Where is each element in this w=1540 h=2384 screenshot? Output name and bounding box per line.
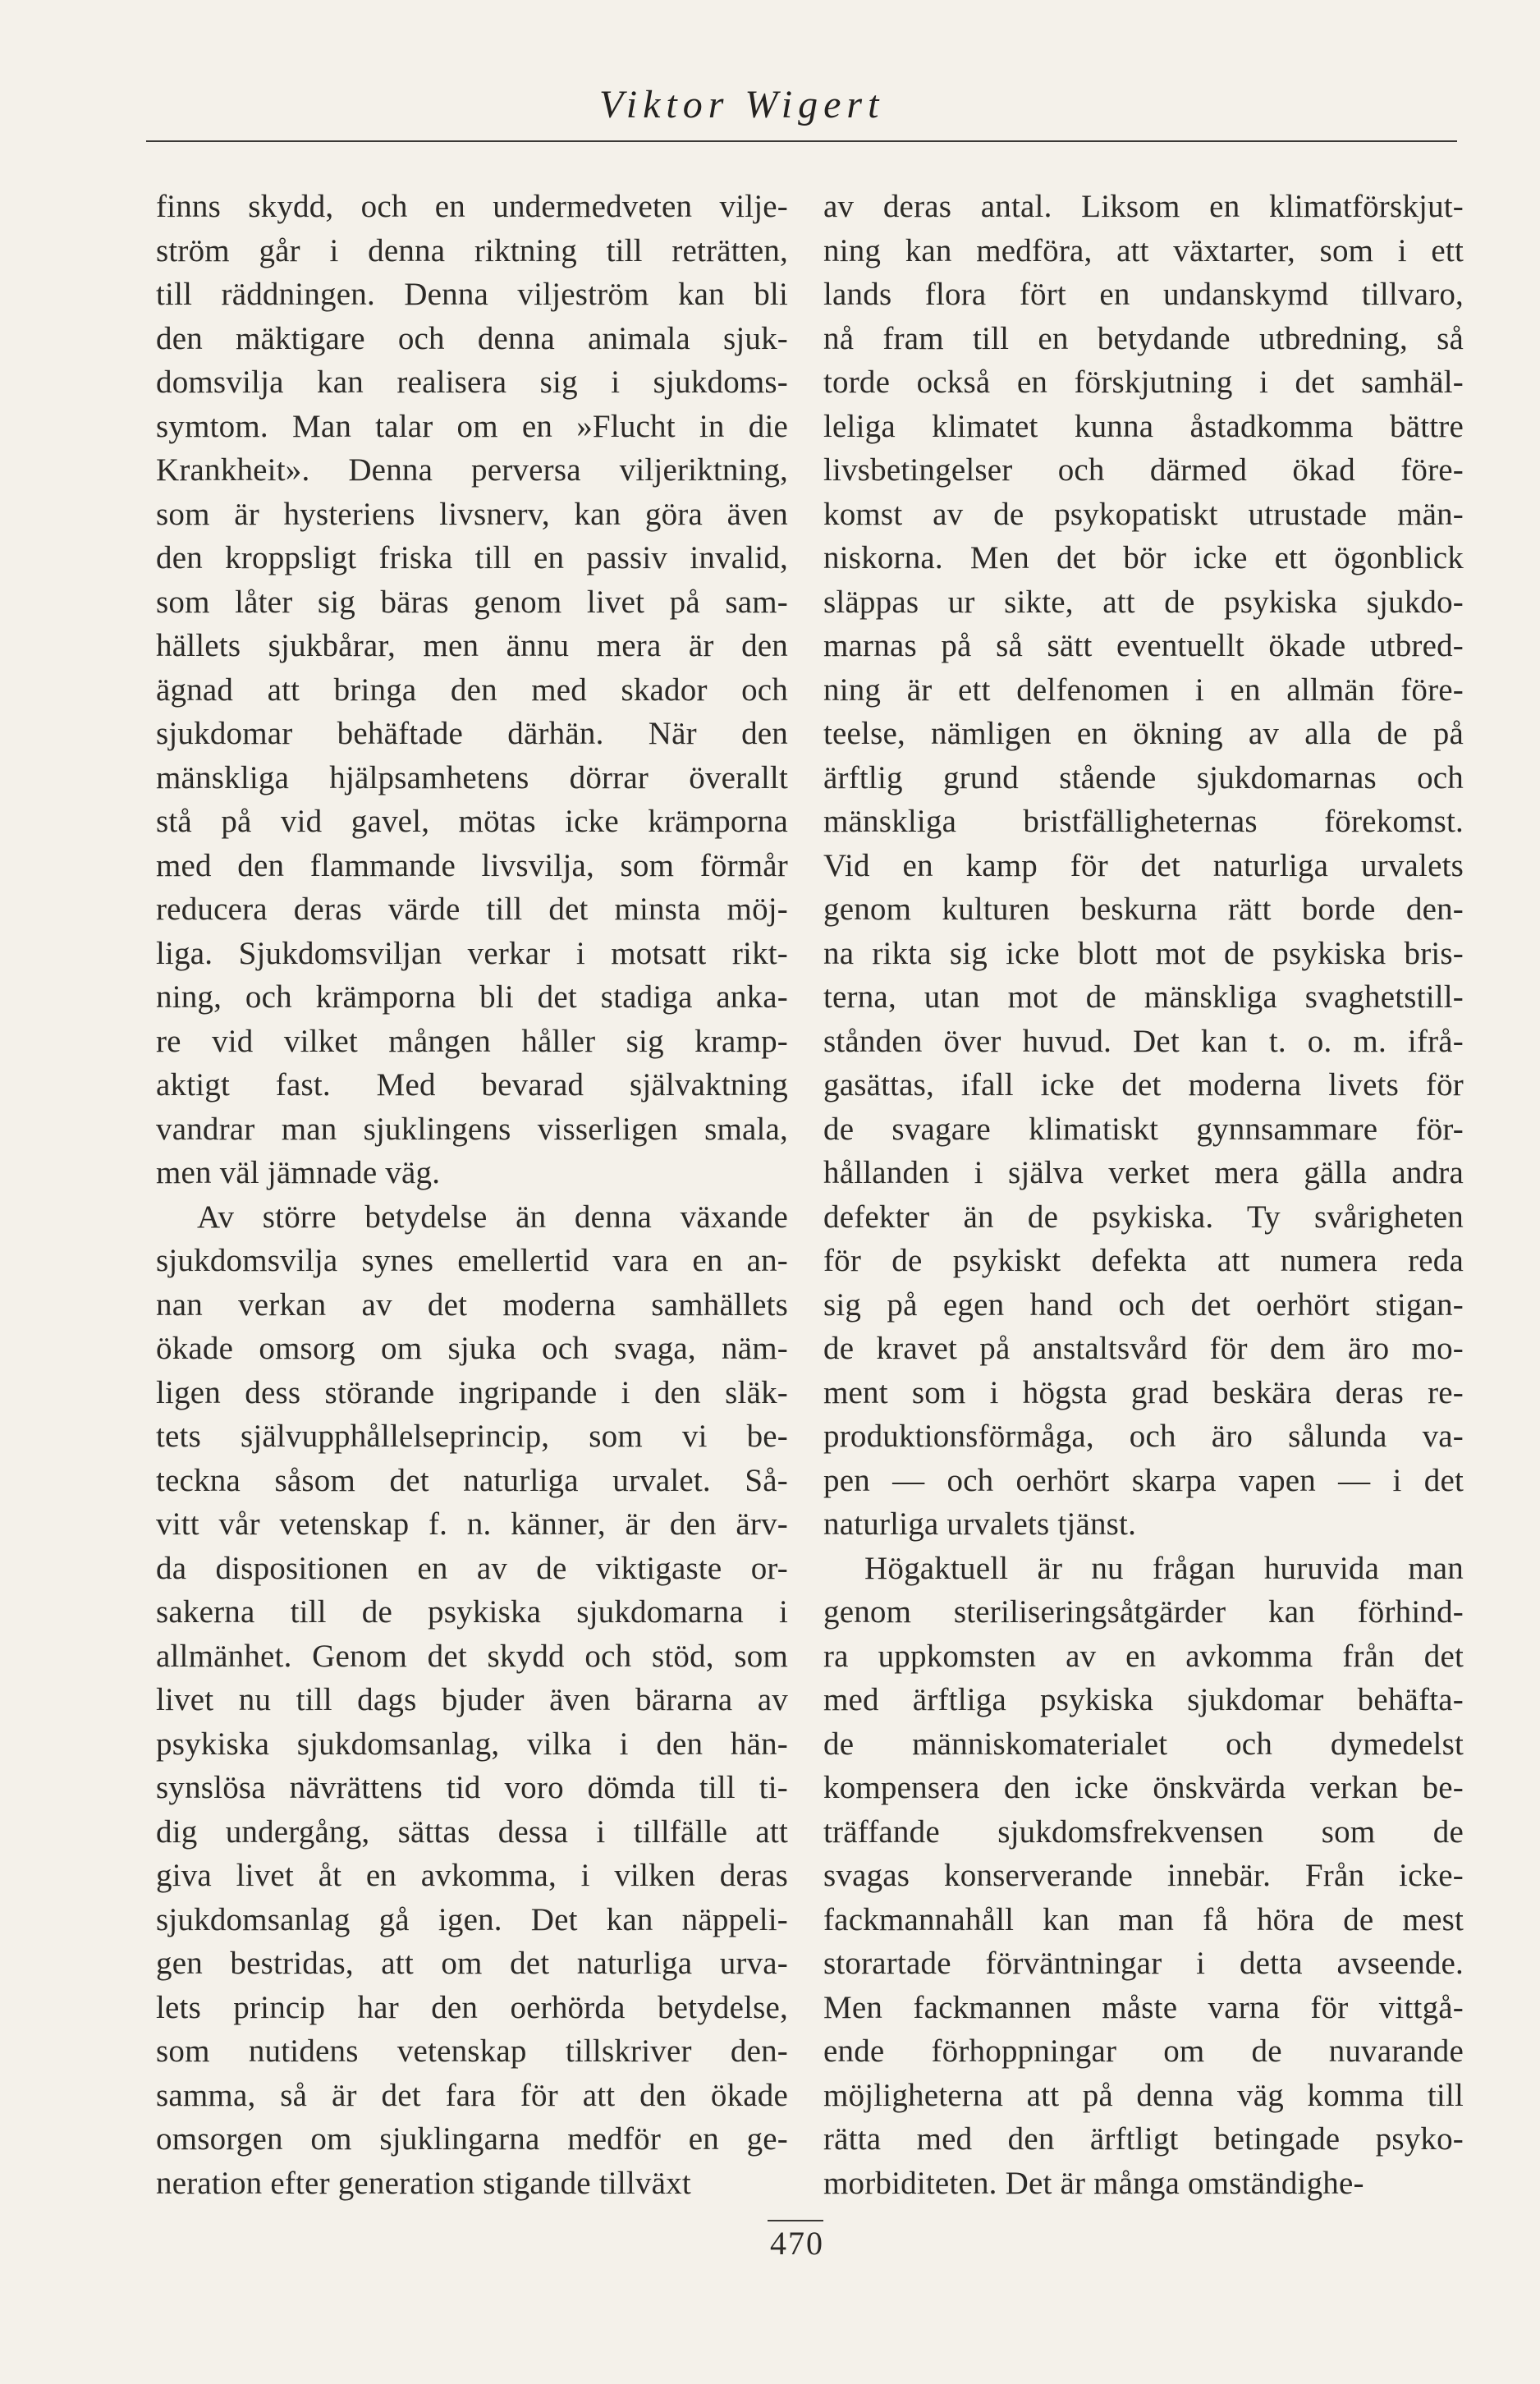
text-line: ning kan medföra, att växtarter, som i ett: [823, 232, 1464, 268]
text-line: mänskliga bristfälligheternas förekomst.: [823, 804, 1464, 839]
text-line: stånden över huvud. Det kan t. o. m. ifrå-: [823, 1023, 1464, 1059]
text-line: sjukdomsvilja synes emellertid vara en an-: [156, 1243, 788, 1278]
text-line: teckna såsom det naturliga urvalet. Så-: [156, 1462, 788, 1498]
text-line: reducera deras värde till det minsta möj-: [156, 892, 788, 927]
text-line: re vid vilket mången håller sig kramp-: [156, 1023, 788, 1059]
text-line: livsbetingelser och därmed ökad före-: [823, 452, 1464, 488]
text-line: sjukdomar behäftade därhän. När den: [156, 716, 788, 751]
text-line: ökade omsorg om sjuka och svaga, näm-: [156, 1331, 788, 1366]
text-line: de människomaterialet och dymedelst: [823, 1726, 1464, 1762]
text-line: som är hysteriens livsnerv, kan göra även: [156, 496, 788, 532]
page-number-rule: [768, 2220, 823, 2221]
text-line: domsvilja kan realisera sig i sjukdoms-: [156, 364, 788, 400]
text-line: rätta med den ärftligt betingade psyko-: [823, 2121, 1464, 2157]
text-line: na rikta sig icke blott mot de psykiska bris-: [823, 935, 1464, 971]
text-line: terna, utan mot de mänskliga svaghetstill-: [823, 979, 1464, 1015]
text-line: aktigt fast. Med bevarad självaktning: [156, 1067, 788, 1103]
text-line: ning, och krämporna bli det stadiga anka-: [156, 979, 788, 1015]
text-line: da dispositionen en av de viktigaste or-: [156, 1550, 788, 1586]
text-line: de kravet på anstaltsvård för dem äro mo-: [823, 1331, 1464, 1366]
text-line: ning är ett delfenomen i en allmän före-: [823, 672, 1464, 708]
text-line: tets självupphållelseprincip, som vi be-: [156, 1419, 788, 1454]
text-line: genom steriliseringsåtgärder kan förhind-: [823, 1594, 1464, 1630]
text-line: livet nu till dags bjuder även bärarna av: [156, 1682, 788, 1717]
text-line: av deras antal. Liksom en klimatförskjut-: [823, 189, 1464, 224]
text-line: neration efter generation stigande tillväxt: [156, 2165, 691, 2201]
text-line: Krankheit». Denna perversa viljeriktning,: [156, 452, 788, 488]
text-line: symtom. Man talar om en »Flucht in die: [156, 408, 788, 444]
text-line: storartade förväntningar i detta avseende.: [823, 1946, 1464, 1981]
text-line: sjukdomsanlag gå igen. Det kan näppeli-: [156, 1901, 788, 1937]
text-line: ärftlig grund stående sjukdomarnas och: [823, 759, 1464, 795]
text-line: svagas konserverande innebär. Från icke-: [823, 1858, 1464, 1893]
text-line: den kroppsligt friska till en passiv invalid,: [156, 540, 788, 575]
text-line: träffande sjukdomsfrekvensen som de: [823, 1813, 1464, 1850]
text-line: niskorna. Men det bör icke ett ögonblick: [823, 540, 1464, 575]
text-line: med den flammande livsvilja, som förmår: [156, 847, 788, 883]
text-line: hållanden i själva verket mera gälla andra: [823, 1155, 1464, 1190]
text-line: som låter sig bäras genom livet på sam-: [156, 584, 788, 620]
text-line: genom kulturen beskurna rätt borde den-: [823, 892, 1464, 927]
text-line: teelse, nämligen en ökning av alla de på: [823, 716, 1464, 751]
text-line: Av större betydelse än denna växande: [197, 1199, 788, 1235]
text-line: morbiditeten. Det är många omständighe-: [823, 2165, 1364, 2201]
text-line: lets princip har den oerhörda betydelse,: [156, 1989, 788, 2025]
text-line: för de psykiskt defekta att numera reda: [823, 1243, 1464, 1278]
text-line: som nutidens vetenskap tillskriver den-: [156, 2033, 788, 2069]
text-line: leliga klimatet kunna åstadkomma bättre: [823, 408, 1464, 444]
text-line: samma, så är det fara för att den ökade: [156, 2077, 788, 2113]
text-line: pen — och oerhört skarpa vapen — i det: [823, 1462, 1464, 1498]
page-number: 470: [770, 2225, 824, 2262]
text-line: till räddningen. Denna viljeström kan bli: [156, 277, 788, 312]
text-line: liga. Sjukdomsviljan verkar i motsatt rikt-: [156, 935, 788, 971]
text-line: synslösa nävrättens tid voro dömda till ti-: [156, 1770, 788, 1805]
text-line: naturliga urvalets tjänst.: [823, 1506, 1137, 1542]
text-line: psykiska sjukdomsanlag, vilka i den hän-: [156, 1726, 788, 1762]
text-line: nå fram till en betydande utbredning, så: [823, 320, 1464, 356]
header-rule: [146, 140, 1457, 142]
text-line: dig undergång, sättas dessa i tillfälle att: [156, 1813, 788, 1850]
text-line: hällets sjukbårar, men ännu mera är den: [156, 628, 788, 663]
text-line: komst av de psykopatiskt utrustade män-: [823, 496, 1464, 532]
running-header-author: Viktor Wigert: [599, 83, 885, 126]
text-line: vitt vår vetenskap f. n. känner, är den ärv-: [156, 1506, 788, 1542]
text-line: släppas ur sikte, att de psykiska sjukdo-: [823, 584, 1464, 620]
text-line: Högaktuell är nu frågan huruvida man: [864, 1550, 1464, 1586]
text-line: Men fackmannen måste varna för vittgå-: [823, 1989, 1464, 2025]
text-line: vandrar man sjuklingens visserligen smala,: [156, 1111, 788, 1147]
left-column: [156, 185, 788, 2205]
text-line: torde också en förskjutning i det samhäl-: [823, 364, 1464, 400]
text-line: omsorgen om sjuklingarna medför en ge-: [156, 2121, 788, 2157]
text-line: gasättas, ifall icke det moderna livets för: [823, 1067, 1464, 1103]
text-line: giva livet åt en avkomma, i vilken deras: [156, 1858, 788, 1893]
text-line: finns skydd, och en undermedveten vilje-: [156, 189, 788, 224]
text-line: produktionsförmåga, och äro sålunda va-: [823, 1419, 1464, 1454]
text-line: stå på vid gavel, mötas icke krämporna: [156, 804, 788, 839]
text-line: Vid en kamp för det naturliga urvalets: [823, 847, 1464, 883]
text-line: defekter än de psykiska. Ty svårigheten: [823, 1199, 1464, 1235]
text-line: ment som i högsta grad beskära deras re-: [823, 1374, 1464, 1410]
text-line: lands flora fört en undanskymd tillvaro,: [823, 277, 1464, 312]
text-line: mänskliga hjälpsamhetens dörrar överallt: [156, 759, 788, 795]
text-line: möjligheterna att på denna väg komma till: [823, 2077, 1464, 2113]
right-column: [823, 185, 1464, 2205]
text-line: sakerna till de psykiska sjukdomarna i: [156, 1594, 788, 1630]
text-line: ström går i denna riktning till reträtten,: [156, 232, 788, 268]
text-line: kompensera den icke önskvärda verkan be-: [823, 1770, 1464, 1805]
text-line: marnas på så sätt eventuellt ökade utbred-: [823, 628, 1464, 663]
text-line: den mäktigare och denna animala sjuk-: [156, 320, 788, 356]
text-line: ende förhoppningar om de nuvarande: [823, 2033, 1464, 2069]
text-line: fackmannahåll kan man få höra de mest: [823, 1901, 1464, 1937]
text-line: ligen dess störande ingripande i den släk-: [156, 1374, 788, 1410]
text-line: ägnad att bringa den med skador och: [156, 672, 788, 708]
text-line: ra uppkomsten av en avkomma från det: [823, 1638, 1464, 1674]
text-line: gen bestridas, att om det naturliga urva-: [156, 1946, 788, 1981]
text-line: nan verkan av det moderna samhällets: [156, 1286, 788, 1323]
text-line: men väl jämnade väg.: [156, 1155, 441, 1190]
text-line: de svagare klimatiskt gynnsammare för-: [823, 1111, 1464, 1147]
text-line: med ärftliga psykiska sjukdomar behäfta-: [823, 1682, 1464, 1717]
text-line: allmänhet. Genom det skydd och stöd, som: [156, 1638, 788, 1674]
text-line: sig på egen hand och det oerhört stigan-: [823, 1286, 1464, 1323]
